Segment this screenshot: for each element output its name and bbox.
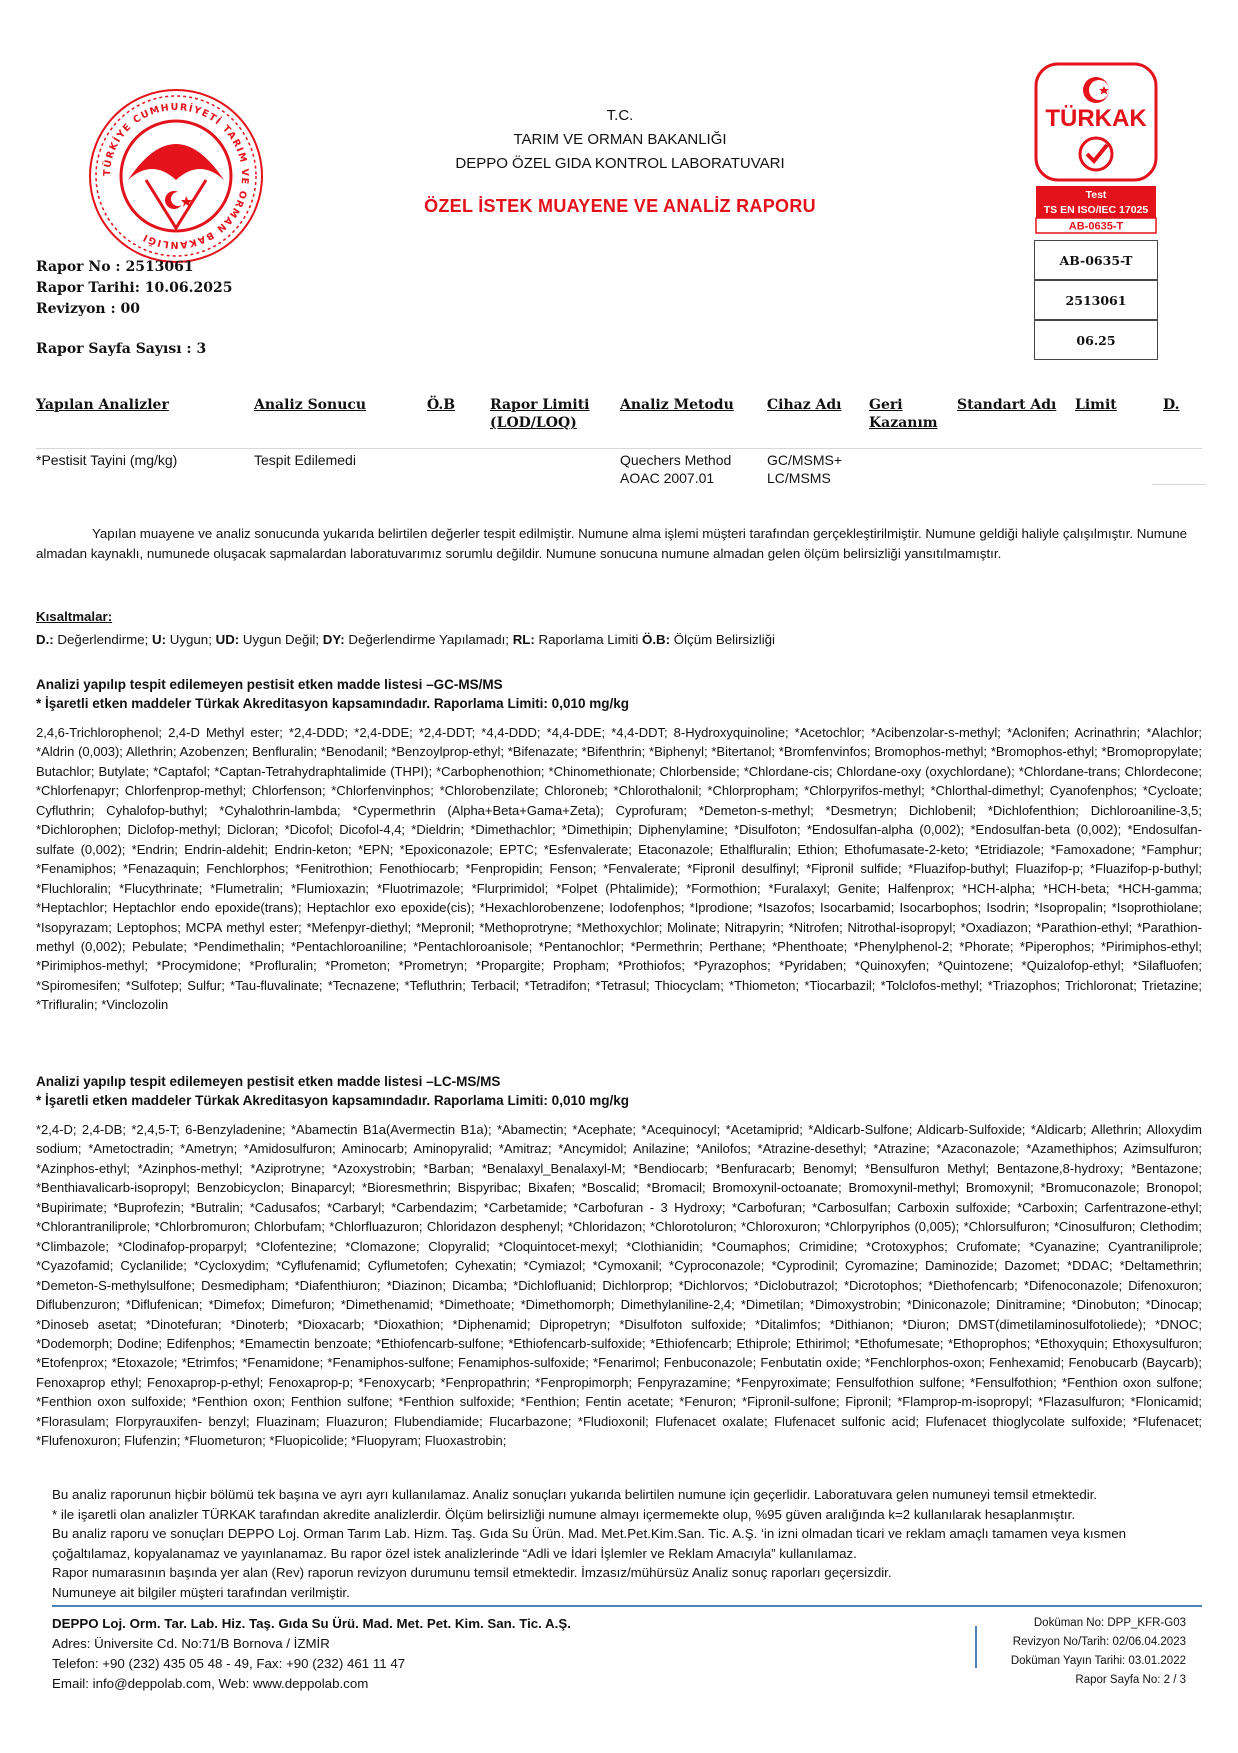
row-method: Quechers Method AOAC 2007.01 xyxy=(620,452,732,486)
row-analysis: *Pestisit Tayini (mg/kg) xyxy=(36,452,178,468)
footer-publish-date: Doküman Yayın Tarihi: 03.01.2022 xyxy=(1010,1655,1186,1667)
header-block xyxy=(360,104,880,176)
lc-section-subtitle: * İşaretli etken maddeler Türkak Akreditasyon kapsamındadır. Raporlama Limiti: 0,010 mg/kg xyxy=(36,1093,629,1108)
footer-vertical-divider xyxy=(975,1626,977,1668)
report-title: ÖZEL İSTEK MUAYENE VE ANALİZ RAPORU xyxy=(424,196,816,216)
col-header-uncertainty: Ö.B xyxy=(427,397,456,413)
col-header-standard: Standart Adı xyxy=(957,397,1057,413)
footer-page-no: Rapor Sayfa No: 2 / 3 xyxy=(1075,1674,1186,1686)
col-header-device: Cihaz Adı xyxy=(767,397,842,413)
footer-revision: Revizyon No/Tarih: 02/06.04.2023 xyxy=(1012,1636,1186,1648)
footer-company-info xyxy=(52,1614,571,1694)
footer-doc-no: Doküman No: DPP_KFR-G03 xyxy=(1033,1617,1186,1629)
report-date: Rapor Tarihi: 10.06.2025 xyxy=(36,280,233,296)
page-count: Rapor Sayfa Sayısı : 3 xyxy=(36,341,207,357)
footer-company: DEPPO Loj. Orm. Tar. Lab. Hiz. Taş. Gıda Su Ürü. Mad. Met. Pet. Kim. San. Tic. A.Ş. xyxy=(52,1616,571,1631)
col-header-evaluation: D. xyxy=(1163,397,1180,413)
turkak-logo xyxy=(1034,62,1158,234)
header-lab: DEPPO ÖZEL GIDA KONTROL LABORATUVARI xyxy=(455,155,785,172)
lc-section-title: Analizi yapılıp tespit edilemeyen pestisit etken madde listesi –LC-MS/MS xyxy=(36,1074,501,1089)
ministry-seal xyxy=(88,88,264,264)
col-header-report-limit: Rapor Limiti (LOD/LOQ) xyxy=(490,397,590,431)
footer-divider xyxy=(52,1605,1202,1607)
row-end-divider xyxy=(1152,484,1206,485)
col-header-method: Analiz Metodu xyxy=(620,397,734,413)
footer-phone: Telefon: +90 (232) 435 05 48 - 49, Fax: +90 (232) 461 11 47 xyxy=(52,1656,406,1671)
abbreviations-title: Kısaltmalar: xyxy=(36,609,113,624)
report-number: Rapor No : 2513061 xyxy=(36,259,194,275)
revision: Revizyon : 00 xyxy=(36,301,140,317)
gc-section-title: Analizi yapılıp tespit edilemeyen pestisit etken madde listesi –GC-MS/MS xyxy=(36,677,503,692)
row-result: Tespit Edilemedi xyxy=(254,452,356,468)
footer-email: Email: info@deppolab.com, Web: www.deppolab.com xyxy=(52,1676,369,1691)
accreditation-code-box: AB-0635-T xyxy=(1034,240,1158,280)
footer-document-info xyxy=(990,1614,1186,1690)
header-ministry: TARIM VE ORMAN BAKANLIĞI xyxy=(513,131,727,148)
gc-section-subtitle: * İşaretli etken maddeler Türkak Akreditasyon kapsamındadır. Raporlama Limiti: 0,010 mg/kg xyxy=(36,696,629,711)
report-date-box: 06.25 xyxy=(1034,320,1158,360)
col-header-result: Analiz Sonucu xyxy=(254,397,367,413)
col-header-analyses: Yapılan Analizler xyxy=(36,397,169,413)
gc-pesticide-list: 2,4,6-Trichlorophenol; 2,4-D Methyl ester; *2,4-DDD; *2,4-DDE; *2,4-DDT; *4,4-DDD; *4,4-DDE; *4,4-DDT; 8-Hydroxyquinoline; *Acetochlor; *Acibenzolar-s-methyl; *Aclonifen; Acrinathrin; *Alachlor; *Aldrin (0,003); Allethrin; Azobenzen; Benfluralin; *Benodanil; *Benzoylprop-ethyl; *Bifenazate; *Bifenthrin; *Biphenyl; *Bitertanol; *Bromfenvinfos; Bromophos-methyl; *Bromophos-ethyl; *Bromopropylate; Butachlor; Butylate; *Captafol; *Captan-Tetrahydraphtalimide (THPI); *Carbophenothion; *Chinomethionate; Chlorbenside; *Chlordane-cis; Chlordane-oxy (oxychlordane); *Chlordane-trans; Chlordecone; *Chlorfenapyr; Chlorfenprop-methyl; Chlorfenson; *Chlorfenvinphos; *Chlorobenzilate; Chloroneb; *Chlorothalonil; *Chlorpropham; *Chlorpyrifos-methyl; *Chlorthal-dimethyl; Cyanofenphos; *Cycloate; Cyfluthrin; Cyhalofop-buthyl; *Cyhalothrin-lambda; *Cypermethrin (Alpha+Beta+Gama+Zeta); Cyprofuram; *Demeton-s-methyl; *Desmetryn; Dichlobenil; *Dichlofenthion; Dichloroaniline-3,5; *Dichlorophen; Diclofop-methyl; Dicloran; *Dicofol; Dicofol-4,4; *Dieldrin; *Dimethachlor; *Dimethipin; Diphenylamine; *Disulfoton; *Endosulfan-alpha (0,002); *Endosulfan-beta (0,002); *Endosulfan-sulfate (0,002); *Endrin; Endrin-aldehit; Endrin-keton; *EPN; *Epoxiconazole; EPTC; *Esfenvalerate; Etaconazole; Ethalfluralin; Ethion; Ethofumasate-2-keto; *Etridiazole; *Famoxadone; *Famphur; *Fenamiphos; *Fenazaquin; Fenchlorphos; *Fenitrothion; Fenothiocarb; *Fenpropidin; Fenson; *Fenvalerate; *Fipronil desulfinyl; *Fipronil sulfide; *Fluazifop-buthyl; Fluazifop-p; *Fluazifop-p-buthyl; *Fluchloralin; *Flucythrinate; *Flumetralin; *Flumioxazin; *Fluotrimazole; *Flurprimidol; *Folpet (Phtalimide); *Formothion; *Furalaxyl; Genite; Halfenprox; *HCH-alpha; *HCH-beta; *HCH-gamma; *Heptachlor; Heptachlor endo epoxide(trans); Heptachlor exo epoxide(cis); *Hexachlorobenzene; Iodofenphos; *Iprodione; *Isazofos; Isocarbamid; Isocarbophos; Isodrin; *Isopropalin; *Isoprothiolane; *Isopyrazam; Leptophos; MCPA methyl ester; *Mefenpyr-diethyl; *Mepronil; *Methoprotryne; *Methoxychlor; Molinate; Nitrapyrin; *Nitrofen; Nitrothal-isopropyl; *Oxadiazon; *Parathion-ethyl; *Parathion-methyl (0,002); Pebulate; *Pendimethalin; *Pentachloroaniline; *Pentachloroanisole; *Pentanochlor; *Permethrin; Perthane; *Phenthoate; *Phenylphenol-2; *Phorate; *Piperophos; *Pirimiphos-ethyl; *Pirimiphos-methyl; *Procymidone; *Profluralin; *Prometon; *Prometryn; *Propargite; Propham; *Prothiofos; *Pyrazophos; *Pyridaben; *Quinoxyfen; *Quintozene; *Quizalofop-ethyl; *Silafluofen; *Spiromesifen; *Sulfotep; Sulfur; *Tau-fluvalinate; *Tecnazene; *Tefluthrin; Terbacil; *Tetradifon; *Tetrasul; Thiocyclam; *Thiometon; *Tiocarbazil; *Tolclofos-methyl; *Triazophos; Trichloronat; Trietazine; *Trifluralin; *Vinclozolin xyxy=(36,725,1202,1013)
turkak-accreditation-no: AB-0635-T xyxy=(1068,220,1124,233)
row-device: GC/MSMS+ LC/MSMS xyxy=(767,452,843,486)
turkak-wordmark: TÜRKAK xyxy=(1045,105,1147,132)
lc-pesticide-list: *2,4-D; 2,4-DB; *2,4,5-T; 6-Benzyladenine; *Abamectin B1a(Avermectin B1a); *Abamectin; *Acephate; *Acequinocyl; *Acetamiprid; *Aldicarb-Sulfone; Aldicarb-Sulfoxide; *Aldicarb; Allethrin; Alloxydim sodium; *Ametoctradin; *Ametryn; *Amidosulfuron; Aminocarb; Aminopyralid; *Amitraz; *Ancymidol; Anilazine; *Anilofos; *Atrazine-desethyl; *Atrazine; *Azaconazole; *Azamethiphos; Azimsulfuron; *Azinphos-ethyl; *Azinphos-methyl; *Aziprotryne; *Azoxystrobin; *Barban; *Benalaxyl_Benalaxyl-M; *Bendiocarb; *Benfuracarb; Benomyl; *Bensulfuron Methyl; Bentazone,8-hydroxy; *Bentazone; *Benthiavalicarb-isopropyl; Benzobicyclon; Binaparcyl; *Bioresmethrin; Bispyribac; Bixafen; *Boscalid; *Bromacil; Bromoxynil-octoanate; Bromoxynil-methyl; Bromoxynil; *Bromuconazole; Bronopol; *Bupirimate; *Buprofezin; *Butralin; *Cadusafos; *Carbaryl; *Carbendazim; *Carbetamide; *Carbofuran - 3 Hydroxy; *Carbofuran; *Carbosulfan; Carboxin sulfoxide; *Carboxin; Carfentrazone-ethyl; *Chlorantraniliprole; *Chlorbromuron; Chlorbufam; *Chlorfluazuron; Chloridazon desphenyl; *Chloridazon; *Chlorotoluron; *Chloroxuron; *Chlorpyriphos (0,005); *Chlorsulfuron; *Cinosulfuron; Clethodim; *Climbazole; *Clodinafop-proparpyl; *Clofentezine; *Clomazone; Clopyralid; *Cloquintocet-mexyl; *Clothianidin; *Coumaphos; Crimidine; *Crotoxyphos; Crufomate; *Cyanazine; Cyantraniliprole; *Cyazofamid; Cyclanilide; *Cycloxydim; *Cyflufenamid; Cyflumetofen; Cyhexatin; *Cymiazol; *Cymoxanil; *Cyproconazole; *Cyprodinil; Cyromazine; Daminozide; Dazomet; *DDAC; *Deltamethrin; *Demeton-S-methylsulfone; Desmedipham; *Diafenthiuron; *Diazinon; Dicamba; *Dichlofluanid; Dichlorprop; *Dichlorvos; *Diclobutrazol; *Dicrotophos; *Diethofencarb; *Difenoconazole; Difenoxuron; Diflubenzuron; *Diflufenican; *Dimefox; Dimefuron; *Dimethenamid; *Dimethoate; *Dimethomorph; Dimethylaniline-2,4; *Dimetilan; *Dimoxystrobin; *Diniconazole; Dinitramine; *Dinobuton; *Dinocap; *Dinoseb asetat; *Dinotefuran; *Dinoterb; *Dioxacarb; *Dioxathion; *Diphenamid; Dipropetryn; *Disulfoton sulfoxide; *Ditalimfos; *Dithianon; *Diuron; DMST(dimetilaminosulfotoliede); *DNOC; *Dodemorph; Dodine; Edifenphos; *Emamectin benzoate; *Ethiofencarb-sulfone; *Ethiofencarb-sulfoxide; *Ethiofencarb; Ethiprole; Ethirimol; *Ethofumesate; *Ethoprophos; *Ethoxyquin; Ethoxysulfuron; *Etofenprox; *Etoxazole; *Etrimfos; *Fenamidone; *Fenamiphos-sulfone; Fenamiphos-sulfoxide; *Fenarimol; Fenbuconazole; Fenbutatin oxide; *Fenchlorphos-oxon; Fenhexamid; Fenobucarb (Baycarb); Fenoxaprop ethyl; Fenoxaprop-p-ethyl; Fenoxaprop-p; *Fenoxycarb; *Fenpropathrin; *Fenpropimorph; Fenpyrazamine; *Fenpyroximate; Fensulfothion sulfone; *Fensulfothion; *Fenthion oxon sulfone; *Fenthion oxon sulfoxide; *Fenthion oxon; Fenthion sulfone; *Fenthion sulfoxide; *Fenthion; Fentin acetate; *Fenuron; *Fipronil-sulfone; Fipronil; *Flamprop-m-isopropyl; *Flazasulfuron; *Flonicamid; *Florasulam; Florpyrauxifen- benzyl; Fluazinam; Fluazuron; Flubendiamide; Flucarbazone; *Fludioxonil; Flufenacet oxalate; Flufenacet sulfonic acid; Flufenacet thioglycolate sulfoxide; *Flufenacet; *Flufenoxuron; Flufenzin; *Fluometuron; *Fluopicolide; *Fluopyram; Fluoxastrobin; xyxy=(36,1122,1202,1449)
result-statement: Yapılan muayene ve analiz sonucunda yukarıda belirtilen değerler tespit edilmiştir. Numune alma işlemi müşteri tarafından gerçekleştirilmiştir. Numune geldiği haliyle çalışılmıştır. Numune almadan kaynaklı, numunede oluşacak sapmalardan laboratuvarımız sorumlu değildir. Numune sonucuna numune almadan gelen ölçüm belirsizliği yansıtılmamıştır. xyxy=(36,526,1188,561)
col-header-limit: Limit xyxy=(1075,397,1117,413)
turkak-test-label: Test xyxy=(1085,189,1107,201)
turkak-standard: TS EN ISO/IEC 17025 xyxy=(1043,204,1149,216)
table-divider xyxy=(36,448,1202,449)
disclaimer: Bu analiz raporunun hiçbir bölümü tek başına ve ayrı ayrı kullanılamaz. Analiz sonuçları yukarıda belirtilen numune için geçerlidir. Laboratuvara gelen numuneyi temsil etmektedir. * ile işaretli olan analizler TÜRKAK tarafından akredite analizlerdir. Ölçüm belirsizliği numune almayı içermemekte olup, %95 güven aralığında k=2 kullanılarak hesaplanmıştır. Bu analiz raporu ve sonuçları DEPPO Loj. Orman Tarım Lab. Hizm. Taş. Gıda Su Ürün. Mad. Met.Pet.Kim.San. Tic. A.Ş. ‘in izni olmadan ticari ve reklam amaçlı tamamen veya kısmen çoğaltılamaz, kopyalanamaz ve yayınlanamaz. Bu rapor özel istek analizlerinde “Adli ve İdari İşlemler ve Reklam Amacıyla” kullanılamaz. Rapor numarasının başında yer alan (Rev) raporun revizyon durumunu temsil etmektedir. İmzasız/mühürsüz Analiz sonuç raporları geçersizdir. Numuneye ait bilgiler müşteri tarafından verilmiştir. xyxy=(52,1487,1127,1600)
header-tc: T.C. xyxy=(606,107,634,124)
col-header-recovery: Geri Kazanım xyxy=(869,397,938,431)
seal-text: TÜRKİYE CUMHURİYETİ TARIM VE ORMAN BAKANLIĞI xyxy=(101,101,251,251)
report-number-box: 2513061 xyxy=(1034,280,1158,320)
footer-address: Adres: Üniversite Cd. No:71/B Bornova / İZMİR xyxy=(52,1636,330,1651)
abbreviations-list: D.: Değerlendirme; U: Uygun; UD: Uygun Değil; DY: Değerlendirme Yapılamadı; RL: Raporlama Limiti Ö.B: Ölçüm Belirsizliği xyxy=(36,632,776,647)
